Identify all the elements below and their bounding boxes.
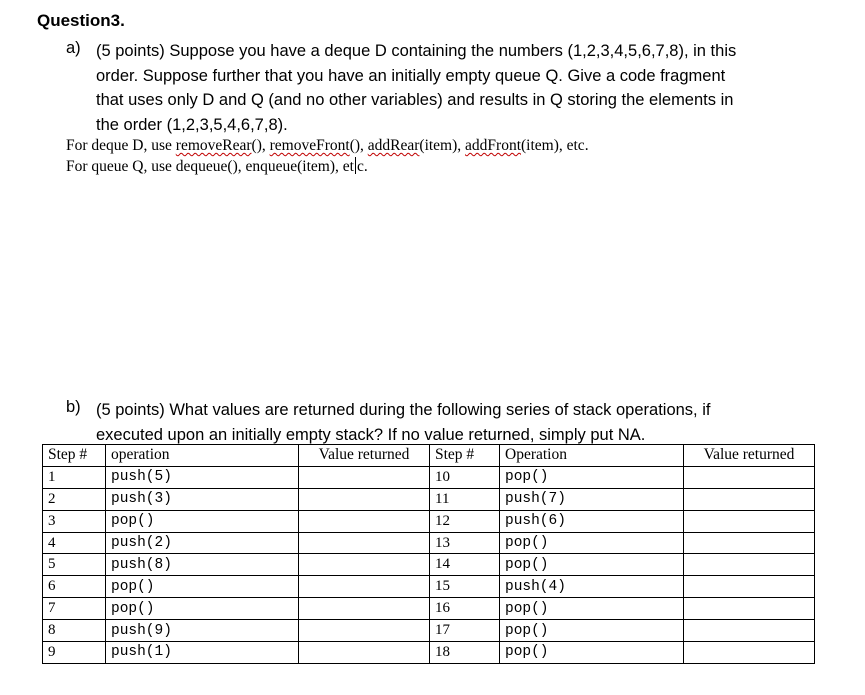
value-returned-cell[interactable]: [299, 554, 430, 576]
hint-punct: (),: [349, 137, 368, 154]
operation-cell: pop(): [500, 598, 684, 620]
operation-cell: pop(): [500, 620, 684, 642]
table-row: [43, 620, 815, 642]
part-b-line: (5 points) What values are returned during the following series of stack operations, if: [96, 401, 711, 419]
operation-cell: push(6): [500, 510, 684, 532]
step-number-cell: 4: [43, 532, 106, 554]
step-number-cell: 13: [430, 532, 500, 554]
question-heading: Question3.: [37, 11, 125, 30]
hint-punct: (),: [251, 137, 270, 154]
table-row: [43, 642, 815, 664]
table-row: [43, 598, 815, 620]
operation-cell: push(9): [106, 620, 299, 642]
step-number-cell: 16: [430, 598, 500, 620]
operation-cell: pop(): [500, 466, 684, 488]
deque-hint: [66, 136, 589, 156]
step-number-cell: 15: [430, 576, 500, 598]
step-number-cell: 18: [430, 642, 500, 664]
table-header-row: [43, 445, 815, 467]
value-returned-cell[interactable]: [299, 598, 430, 620]
header-step-2: Step #: [430, 445, 500, 467]
part-b-question: [96, 398, 816, 447]
part-a-line: the order (1,2,3,5,4,6,7,8).: [96, 115, 288, 134]
step-number-cell: 2: [43, 488, 106, 510]
value-returned-cell[interactable]: [684, 642, 815, 664]
text-cursor: [355, 157, 356, 174]
part-b-line: executed upon an initially empty stack? If no value returned, simply put NA.: [96, 425, 646, 444]
table-row: [43, 488, 815, 510]
step-number-cell: 17: [430, 620, 500, 642]
operation-cell: pop(): [500, 554, 684, 576]
part-a-line: (5 points) Suppose you have a deque D containing the numbers (1,2,3,4,5,6,7,8), in this: [96, 42, 737, 60]
value-returned-cell[interactable]: [299, 488, 430, 510]
step-number-cell: 10: [430, 466, 500, 488]
operation-cell: pop(): [106, 510, 299, 532]
operation-cell: push(3): [106, 488, 299, 510]
step-number-cell: 11: [430, 488, 500, 510]
hint-punct: (item),: [419, 137, 466, 154]
operation-cell: push(4): [500, 576, 684, 598]
table-row: [43, 466, 815, 488]
part-a-question: [96, 39, 816, 137]
method-add-rear: addRear: [367, 137, 420, 154]
operation-cell: pop(): [106, 598, 299, 620]
operation-cell: push(7): [500, 488, 684, 510]
operation-cell: pop(): [500, 642, 684, 664]
header-step: Step #: [43, 445, 106, 467]
operation-cell: push(2): [106, 532, 299, 554]
stack-operations-table: [42, 444, 815, 664]
operation-cell: pop(): [500, 532, 684, 554]
step-number-cell: 8: [43, 620, 106, 642]
value-returned-cell[interactable]: [299, 532, 430, 554]
step-number-cell: 6: [43, 576, 106, 598]
operation-cell: push(5): [106, 466, 299, 488]
table-row: [43, 510, 815, 532]
method-add-front: addFront: [465, 137, 521, 154]
header-value-returned-2: Value returned: [684, 445, 815, 467]
value-returned-cell[interactable]: [684, 532, 815, 554]
value-returned-cell[interactable]: [684, 488, 815, 510]
value-returned-cell[interactable]: [299, 576, 430, 598]
operation-cell: push(8): [106, 554, 299, 576]
part-a-line: that uses only D and Q (and no other variables) and results in Q storing the elements in: [96, 91, 734, 109]
step-number-cell: 1: [43, 466, 106, 488]
value-returned-cell[interactable]: [299, 642, 430, 664]
method-remove-front: removeFront: [269, 137, 350, 154]
table-row: [43, 532, 815, 554]
header-operation: operation: [106, 445, 299, 467]
part-a-label: a): [66, 39, 81, 57]
step-number-cell: 12: [430, 510, 500, 532]
table-row: [43, 554, 815, 576]
value-returned-cell[interactable]: [299, 620, 430, 642]
value-returned-cell[interactable]: [684, 466, 815, 488]
header-operation-2: Operation: [500, 445, 684, 467]
method-remove-rear: removeRear: [175, 137, 252, 154]
value-returned-cell[interactable]: [684, 576, 815, 598]
queue-hint-text: For queue Q, use dequeue(), enqueue(item), et: [66, 158, 354, 175]
value-returned-cell[interactable]: [684, 554, 815, 576]
hint-punct: (item), etc.: [521, 137, 589, 154]
step-number-cell: 3: [43, 510, 106, 532]
part-a-line: order. Suppose further that you have an initially empty queue Q. Give a code fragment: [96, 66, 726, 85]
step-number-cell: 5: [43, 554, 106, 576]
deque-hint-prefix: For deque D, use: [66, 137, 176, 154]
step-number-cell: 14: [430, 554, 500, 576]
part-b-label: b): [66, 398, 81, 416]
value-returned-cell[interactable]: [299, 466, 430, 488]
value-returned-cell[interactable]: [684, 620, 815, 642]
table-row: [43, 576, 815, 598]
value-returned-cell[interactable]: [299, 510, 430, 532]
operation-cell: pop(): [106, 576, 299, 598]
header-value-returned: Value returned: [299, 445, 430, 467]
value-returned-cell[interactable]: [684, 598, 815, 620]
queue-hint-text-end: c.: [356, 158, 368, 175]
step-number-cell: 7: [43, 598, 106, 620]
operation-cell: push(1): [106, 642, 299, 664]
queue-hint: [66, 157, 368, 177]
step-number-cell: 9: [43, 642, 106, 664]
value-returned-cell[interactable]: [684, 510, 815, 532]
